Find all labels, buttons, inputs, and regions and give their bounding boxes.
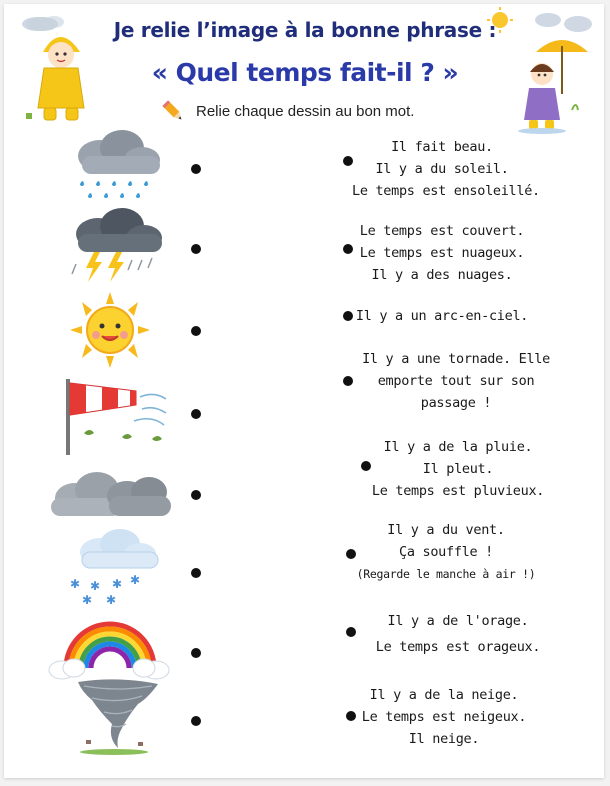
phrase-line: Ça souffle !: [399, 544, 493, 560]
phrase-line: Il pleut.: [422, 461, 494, 477]
phrase-line: Le temps est nuageux.: [359, 245, 525, 261]
phrase-line: passage !: [420, 395, 492, 411]
tornado-icon: [62, 676, 172, 756]
svg-text:✱: ✱: [82, 593, 93, 607]
picture-dot[interactable]: [191, 409, 201, 419]
phrase-line: emporte tout sur son: [377, 373, 535, 389]
phrase-line: (Regarde le manche à air !): [356, 567, 536, 581]
phrase-line: Il y a des nuages.: [371, 267, 513, 283]
phrase-line: Il y a du soleil.: [375, 161, 509, 177]
pencil-icon: [160, 98, 186, 124]
windsock-icon: [60, 375, 170, 455]
phrase-line: Le temps est neigeux.: [361, 709, 527, 725]
phrase-line: Il y a de l'orage.: [387, 613, 529, 629]
phrase-line: Il y a un arc-en-ciel.: [355, 308, 529, 324]
picture-dot[interactable]: [191, 244, 201, 254]
instruction-text: Relie chaque dessin au bon mot.: [196, 103, 415, 120]
phrase-dot[interactable]: [343, 376, 353, 386]
worksheet-title: Je relie l’image à la bonne phrase :: [113, 18, 497, 42]
picture-dot[interactable]: [191, 490, 201, 500]
rain-cloud-icon: [60, 128, 170, 208]
phrase-line: Il fait beau.: [391, 139, 493, 155]
phrase-line: Le temps est couvert.: [359, 223, 525, 239]
svg-text:✱: ✱: [130, 573, 141, 587]
svg-text:✱: ✱: [112, 577, 123, 591]
svg-text:✱: ✱: [70, 577, 81, 591]
snow-cloud-icon: [60, 528, 170, 608]
phrase-line: Il y a du vent.: [387, 522, 505, 538]
picture-dot[interactable]: [191, 648, 201, 658]
phrase-line: Il y a une tornade. Elle: [362, 351, 550, 367]
storm-cloud-icon: [60, 208, 170, 288]
phrase-line: Il y a de la pluie.: [383, 439, 533, 455]
svg-text:✱: ✱: [90, 579, 101, 593]
phrase-dot[interactable]: [346, 627, 356, 637]
phrase-rain: [366, 436, 550, 502]
phrase-tornado: [356, 348, 556, 414]
phrase-line: Il y a de la neige.: [369, 687, 519, 703]
phrase-wind: [346, 519, 546, 585]
phrase-rainbow: [352, 305, 532, 327]
sun-icon: [55, 290, 165, 370]
worksheet-subtitle: « Quel temps fait-il ? »: [151, 58, 459, 87]
picture-dot[interactable]: [191, 164, 201, 174]
phrase-storm: [366, 608, 550, 660]
picture-dot[interactable]: [191, 568, 201, 578]
phrase-line: Le temps est ensoleillé.: [352, 183, 540, 199]
phrase-line: Le temps est orageux.: [375, 639, 541, 655]
phrase-line: Il neige.: [408, 731, 480, 747]
phrase-snow: [352, 684, 536, 750]
phrase-cloudy: [352, 220, 532, 286]
picture-dot[interactable]: [191, 716, 201, 726]
svg-text:✱: ✱: [106, 593, 117, 607]
phrase-line: Le temps est pluvieux.: [371, 483, 545, 499]
picture-dot[interactable]: [191, 326, 201, 336]
phrase-sunny: [352, 136, 540, 202]
